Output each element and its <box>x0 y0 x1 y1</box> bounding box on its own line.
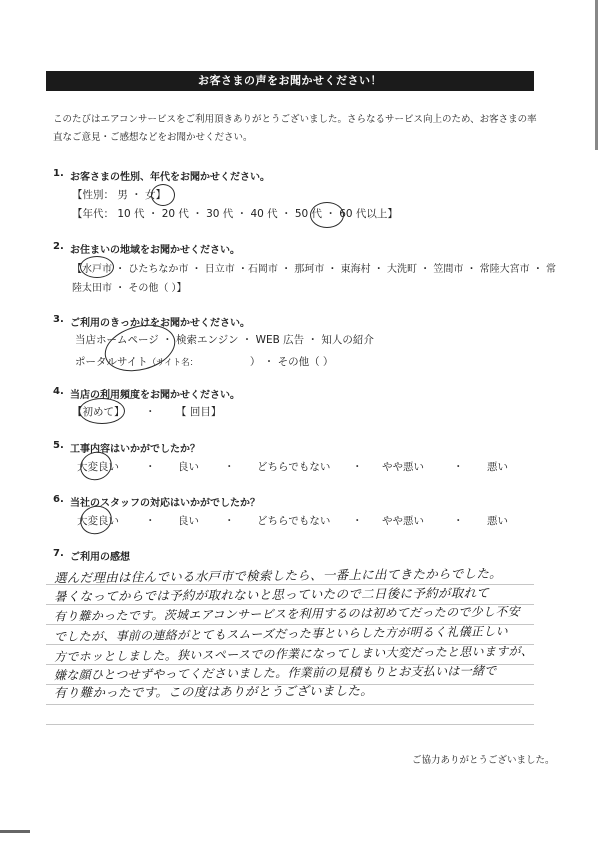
ruled-line <box>46 724 534 725</box>
scan-edge-mark <box>0 830 30 833</box>
handwritten-line-6: 嫌な顔ひとつせずやってくださいました。作業前の見積もりとお支払いは一緒で <box>53 663 497 683</box>
q5-dot-1: ・ <box>145 461 156 473</box>
q5-dot-4: ・ <box>453 461 464 473</box>
q3-options-line-1: 当店ホームページ ・ 検索エンジン ・ WEB 広告 ・ 知人の紹介 <box>75 334 374 346</box>
intro-line-1: このたびはエアコンサービスをご利用頂きありがとうございました。さらなるサービス向上のため、お客さまの率 <box>53 114 537 125</box>
q1-gender-selection-circle <box>151 184 175 206</box>
q6-option-bad: 悪い <box>487 515 508 527</box>
q3-number: 3. <box>53 314 64 325</box>
q4-selection-circle <box>79 398 125 424</box>
handwritten-line-5: 方でホッとしました。狭いスペースでの作業になってしまい大変だったと思いますが、 <box>53 644 534 664</box>
handwritten-line-2: 暑くなってからでは予約が取れないと思っていたので二日後に予約が取れて <box>53 585 490 604</box>
q7-number: 7. <box>53 548 64 559</box>
q5-option-somewhat-bad: やや悪い <box>382 461 424 473</box>
q2-number: 2. <box>53 241 64 252</box>
q4-first-time-option: 【初めて】 <box>72 406 125 418</box>
q5-number: 5. <box>53 440 64 451</box>
q5-option-bad: 悪い <box>487 461 508 473</box>
intro-line-2: 直なご意見・ご感想などをお聞かせください。 <box>53 132 253 143</box>
q1-age-options: 【年代： 10 代 ・ 20 代 ・ 30 代 ・ 40 代 ・ 50 代 ・ 60 代以上】 <box>72 208 398 220</box>
q6-question: 当社のスタッフの対応はいかがでしたか？ <box>70 498 260 509</box>
q2-area-line-2: 陸太田市 ・ その他（ ）】 <box>72 283 187 294</box>
q5-question: 工事内容はいかがでしたか？ <box>70 444 200 455</box>
q1-gender-options: 【性別： 男 ・ 女】 <box>72 189 167 201</box>
handwritten-line-4: でしたが、事前の連絡がとてもスムーズだった事といらした方が明るく礼儀正しい <box>53 624 508 644</box>
q5-option-good: 良い <box>178 461 199 473</box>
q3-site-name-label: （サイト名： <box>147 358 194 368</box>
q5-option-neutral: どちらでもない <box>257 461 331 473</box>
q7-question: ご利用の感想 <box>70 552 130 563</box>
q5-option-very-good: 大変良い <box>77 461 119 473</box>
q2-question: お住まいの地域をお聞かせください。 <box>70 245 240 256</box>
q6-option-very-good: 大変良い <box>77 515 119 527</box>
q6-option-neutral: どちらでもない <box>257 515 331 527</box>
q6-number: 6. <box>53 494 64 505</box>
q5-dot-3: ・ <box>352 461 363 473</box>
ruled-line <box>46 704 534 705</box>
q4-dot: ・ <box>145 406 156 418</box>
handwritten-line-7: 有り難かったです。この度はありがとうございました。 <box>53 682 374 701</box>
q6-dot-1: ・ <box>145 515 156 527</box>
scan-edge-mark <box>595 0 598 150</box>
q6-option-somewhat-bad: やや悪い <box>382 515 424 527</box>
q2-area-line-1: 【水戸市 ・ ひたちなか市 ・ 日立市 ・石岡市 ・ 那珂市 ・ 東海村 ・ 大洗町 ・ 笠間市 ・ 常陸大宮市 ・ 常 <box>72 264 557 275</box>
q1-question: お客さまの性別、年代をお聞かせください。 <box>70 172 270 183</box>
q3-question: ご利用のきっかけをお聞かせください。 <box>70 318 250 329</box>
q4-question: 当店の利用頻度をお聞かせください。 <box>70 390 240 401</box>
q6-dot-4: ・ <box>453 515 464 527</box>
q6-option-good: 良い <box>178 515 199 527</box>
q6-dot-3: ・ <box>352 515 363 527</box>
q2-area-selection-circle <box>80 256 114 278</box>
q4-number: 4. <box>53 386 64 397</box>
q6-dot-2: ・ <box>224 515 235 527</box>
handwritten-line-1: 選んだ理由は住んでいる水戸市で検索したら、一番上に出てきたからでした。 <box>53 565 502 586</box>
q5-dot-2: ・ <box>224 461 235 473</box>
q1-age-selection-circle <box>310 202 344 228</box>
handwritten-line-3: 有り難かったです。茨城エアコンサービスを利用するのは初めてだったので少し不安 <box>53 604 520 624</box>
survey-title-bar: お客さまの声をお聞かせください！ <box>46 71 534 91</box>
footer-thanks: ご協力ありがとうございました。 <box>412 755 555 766</box>
q3-portal-label: ポータルサイト <box>75 356 148 368</box>
q4-times-option: 【 回目】 <box>176 406 222 418</box>
q3-line-2-rest: ） ・ その他（ ） <box>249 356 334 368</box>
q1-number: 1. <box>53 168 64 179</box>
